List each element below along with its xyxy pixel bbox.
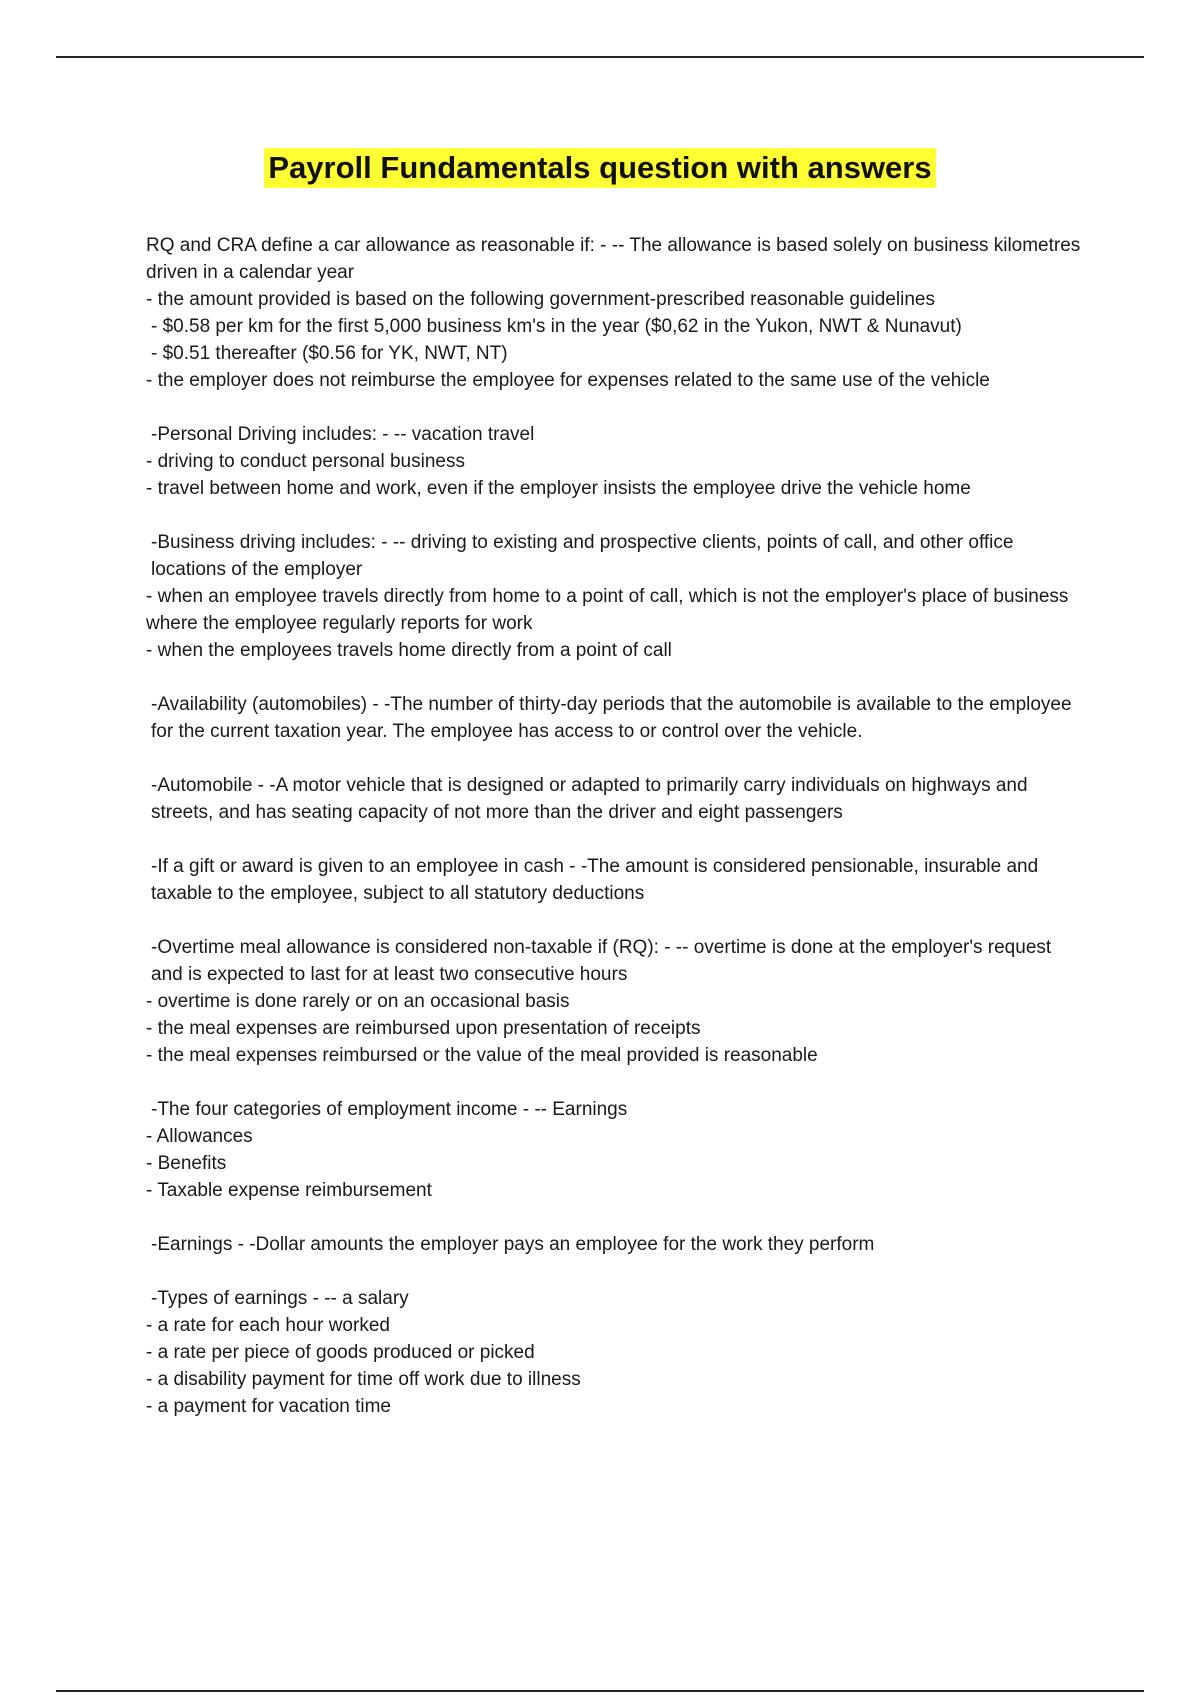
document-body [146, 232, 1086, 1447]
qa-block [146, 1096, 1086, 1204]
text-line: - the meal expenses are reimbursed upon presentation of receipts [146, 1018, 701, 1039]
qa-block [146, 1285, 1086, 1420]
qa-block [146, 691, 1086, 745]
text-line: - the meal expenses reimbursed or the value of the meal provided is reasonable [146, 1045, 818, 1066]
text-line: - Allowances [146, 1126, 253, 1147]
title-area [0, 148, 1200, 188]
text-line: -Personal Driving includes: - -- vacation travel [151, 424, 535, 445]
text-line: -Types of earnings - -- a salary [151, 1288, 409, 1309]
text-line: - when an employee travels directly from home to a point of call, which is not the employer's place of business where the employee regularly reports for work [146, 586, 1069, 634]
text-line: - the amount provided is based on the following government-prescribed reasonable guidelines [146, 289, 935, 310]
qa-block [146, 934, 1086, 1069]
text-line: - the employer does not reimburse the employee for expenses related to the same use of the vehicle [146, 370, 990, 391]
page-title: Payroll Fundamentals question with answers [264, 148, 935, 188]
text-line: -The four categories of employment income - -- Earnings [151, 1099, 628, 1120]
text-line: - $0.58 per km for the first 5,000 business km's in the year ($0,62 in the Yukon, NWT & Nunavut) [151, 316, 962, 337]
text-line: - a rate for each hour worked [146, 1315, 390, 1336]
text-line: -Automobile - -A motor vehicle that is designed or adapted to primarily carry individuals on highways and streets, and has seating capacity of not more than the driver and eight passengers [151, 775, 1028, 823]
text-line: - travel between home and work, even if the employer insists the employee drive the vehicle home [146, 478, 971, 499]
text-line: - a payment for vacation time [146, 1396, 391, 1417]
qa-block [146, 772, 1086, 826]
text-line: - overtime is done rarely or on an occasional basis [146, 991, 570, 1012]
qa-block [146, 529, 1086, 664]
text-line: - a disability payment for time off work due to illness [146, 1369, 581, 1390]
text-line: -Business driving includes: - -- driving to existing and prospective clients, points of call, and other office locations of the employer [151, 532, 1014, 580]
text-line: - driving to conduct personal business [146, 451, 465, 472]
text-line: RQ and CRA define a car allowance as reasonable if: - -- The allowance is based solely on business kilometres driven in a calendar year [146, 235, 1081, 283]
text-line: -If a gift or award is given to an employee in cash - -The amount is considered pensionable, insurable and taxable to the employee, subject to all statutory deductions [151, 856, 1039, 904]
qa-block [146, 232, 1086, 394]
text-line: - Taxable expense reimbursement [146, 1180, 432, 1201]
qa-block [146, 853, 1086, 907]
text-line: -Overtime meal allowance is considered non-taxable if (RQ): - -- overtime is done at the employer's request and is expected to last for at least two consecutive hours [151, 937, 1052, 985]
top-divider [56, 56, 1144, 58]
qa-block [146, 421, 1086, 502]
text-line: - $0.51 thereafter ($0.56 for YK, NWT, NT) [151, 343, 508, 364]
text-line: -Earnings - -Dollar amounts the employer pays an employee for the work they perform [151, 1234, 875, 1255]
bottom-divider [56, 1690, 1144, 1692]
qa-block [146, 1231, 1086, 1258]
text-line: -Availability (automobiles) - -The number of thirty-day periods that the automobile is available to the employee for the current taxation year. The employee has access to or control over the vehicle. [151, 694, 1072, 742]
text-line: - a rate per piece of goods produced or picked [146, 1342, 535, 1363]
text-line: - when the employees travels home directly from a point of call [146, 640, 672, 661]
text-line: - Benefits [146, 1153, 227, 1174]
